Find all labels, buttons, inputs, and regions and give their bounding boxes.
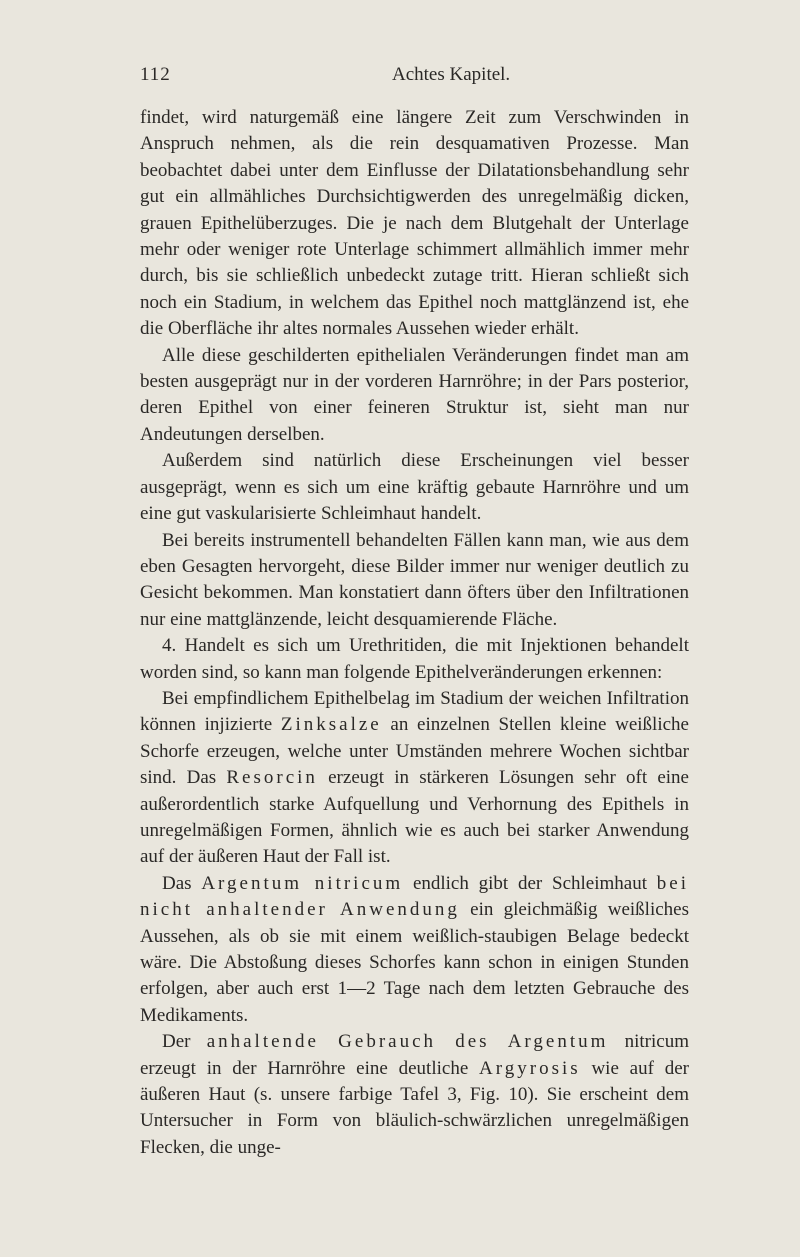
running-head: Achtes Kapitel. [392, 64, 511, 85]
text-run: Der [162, 1031, 207, 1053]
text-run: wie auf der äußeren Haut (s. unsere farbige Tafel 3, Fig. 10). Sie erscheint dem Untersucher in Form von bläulich-schwärzlichen unregelmäßigen Flecken, die unge- [140, 1057, 689, 1158]
emphasis-term: anhaltende Gebrauch des Argentum [206, 1031, 609, 1053]
emphasis-term: bei nicht anhaltender Anwendung [140, 872, 689, 921]
text-run: Bei empfindlichem Epithelbelag im Stadium der weichen Infiltration können injizierte [140, 687, 689, 736]
text-run: an einzelnen Stellen kleine weißliche Schorfe erzeugen, welche unter Umständen mehrere Wochen sichtbar sind. Das [140, 714, 689, 789]
paragraph-2: Alle diese geschilderten epithelialen Veränderungen findet man am besten ausgeprägt nur in der vorderen Harnröhre; in der Pars posterior, deren Epithel von einer feineren Struktur ist, sieht man nur Andeutungen derselben. [140, 344, 689, 445]
emphasis-term: Argentum nitricum [201, 872, 404, 894]
paragraph-3: Außerdem sind natürlich diese Erscheinungen viel besser ausgeprägt, wenn es sich um eine kräftig gebaute Harnröhre und um eine gut vaskularisierte Schleimhaut handelt. [140, 450, 689, 525]
page-header [140, 64, 680, 88]
page-number: 112 [140, 64, 171, 85]
text-run: nitricum erzeugt in der Harnröhre eine deutliche [140, 1031, 689, 1079]
emphasis-term: Zinksalze [280, 714, 382, 736]
paragraph-8 [140, 1029, 689, 1161]
body-text [140, 105, 689, 1161]
paragraph-7 [140, 871, 689, 1029]
emphasis-term: Argyrosis [479, 1057, 581, 1079]
paragraph-6 [140, 686, 689, 871]
paragraph-4: Bei bereits instrumentell behandelten Fällen kann man, wie aus dem eben Gesagten hervorgeht, diese Bilder immer nur weniger deutlich zu Gesicht bekommen. Man konstatiert dann öfters über den Infiltrationen nur eine mattglänzende, leicht desquamierende Fläche. [140, 529, 689, 630]
paragraph-5: 4. Handelt es sich um Urethritiden, die mit Injektionen behandelt worden sind, so kann man folgende Epithelveränderungen erkennen: [140, 635, 689, 683]
emphasis-term: Resorcin [226, 767, 318, 789]
text-run: erzeugt in stärkeren Lösungen sehr oft eine außerordentlich starke Aufquellung und Verhornung des Epithels in unregelmäßigen Formen, ähnlich wie es auch bei starker Anwendung auf der äußeren Haut der Fall ist. [140, 767, 689, 868]
text-run: endlich gibt der Schleimhaut [403, 872, 657, 894]
paragraph-1: findet, wird naturgemäß eine längere Zeit zum Verschwinden in Anspruch nehmen, als die rein desquamativen Prozesse. Man beobachtet dabei unter dem Einflusse der Dilatationsbehandlung sehr gut ein allmähliches Durchsichtigwerden des unregelmäßig dicken, grauen Epithelüberzuges. Die je nach dem Blutgehalt der Unterlage mehr oder weniger rote Unterlage schimmert allmählich immer mehr durch, bis sie schließlich unbedeckt zutage tritt. Hieran schließt sich noch ein Stadium, in welchem das Epithel noch mattglänzend ist, ehe die Oberfläche ihr altes normales Aussehen wieder erhält. [140, 107, 689, 340]
text-run: Das [162, 872, 202, 894]
text-run: ein gleichmäßig weißliches Aussehen, als ob sie mit einem weißlich-staubigen Belage bedeckt wäre. Die Abstoßung dieses Schorfes kann schon in einigen Stunden erfolgen, aber auch erst 1—2 Tage nach dem letzten Gebrauche des Medikaments. [140, 899, 689, 1026]
